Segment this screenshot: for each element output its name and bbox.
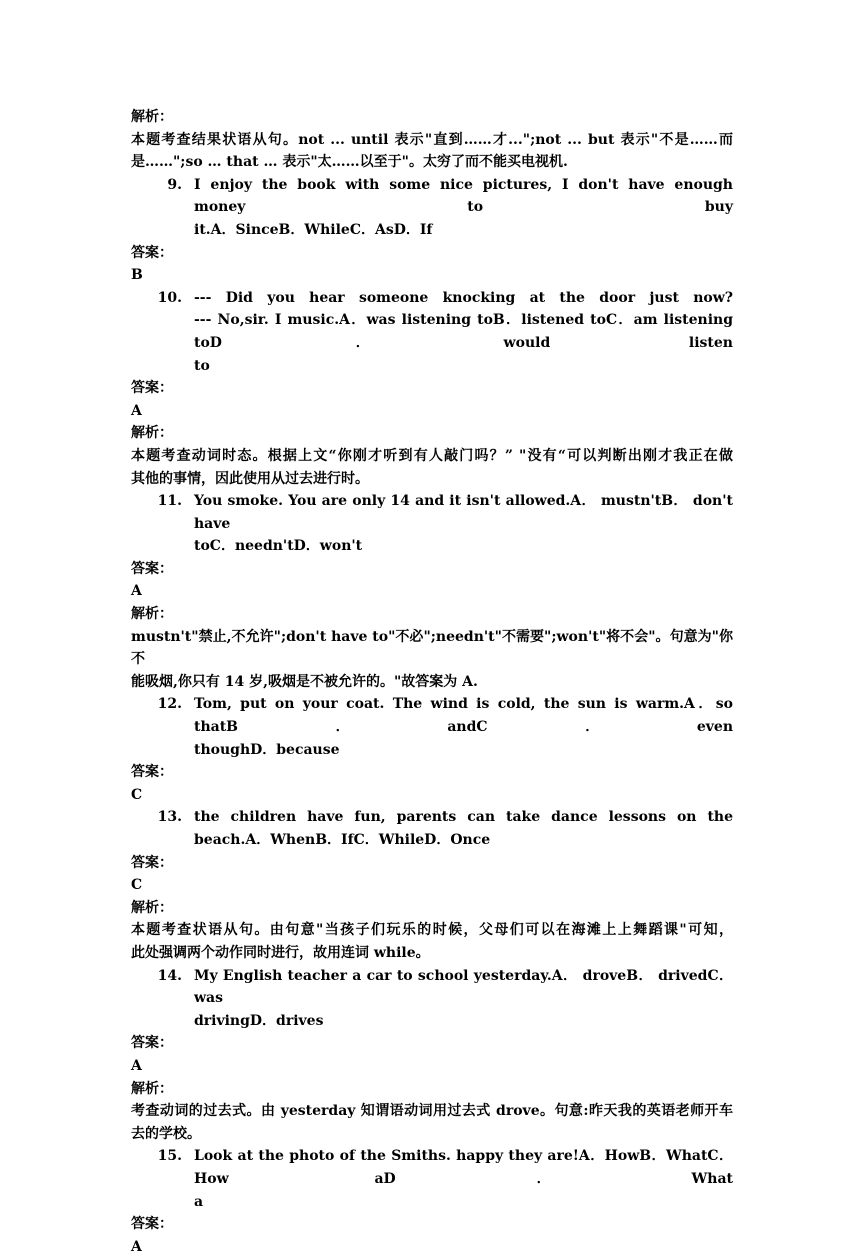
paragraph-line: 本题考查动词时态。根据上文“你刚才听到有人敲门吗？” "没有“可以判断出刚才我正在做 — [131, 447, 733, 464]
question-line: --- Did you hear someone knocking at the door just now? — [194, 289, 733, 306]
paragraph-line: 是……";so … that … 表示"太……以至于"。太穷了而不能买电视机. — [131, 154, 568, 171]
question-line: the children have fun, parents can take dance lessons on the — [194, 809, 733, 826]
question-number-text: 15. — [157, 1148, 182, 1165]
section-label: 解析： — [131, 425, 173, 442]
question-number-text: 11. — [157, 493, 182, 510]
section-label: A — [131, 1238, 142, 1255]
question-number-text: 12. — [157, 696, 182, 713]
section-label: 答案： — [131, 380, 173, 397]
section-label: 解析： — [131, 899, 173, 916]
question-text — [182, 693, 733, 761]
analysis-paragraph — [131, 919, 733, 964]
question-line: a — [194, 1193, 204, 1210]
question-line: I enjoy the book with some nice pictures, I don't have enough money to buy — [194, 176, 733, 216]
question-text — [182, 174, 733, 242]
analysis-paragraph — [131, 129, 733, 174]
question-item — [131, 806, 733, 851]
section-label: A — [131, 402, 142, 419]
question-number — [131, 806, 182, 851]
question-number — [131, 693, 182, 761]
question-line: My English teacher a car to school yesterday.A． droveB． drivedC． was — [194, 967, 733, 1007]
section-label: 答案： — [131, 560, 173, 577]
section-label: 答案： — [131, 1216, 173, 1233]
question-line: it.A．SinceB．WhileC．AsD．If — [194, 221, 433, 238]
question-text — [182, 806, 733, 851]
question-number-text: 14. — [157, 967, 182, 984]
question-number-text: 10. — [157, 289, 182, 306]
section-label: 答案： — [131, 764, 173, 781]
question-item — [131, 965, 733, 1033]
question-line: beach.A．WhenB．IfC．WhileD．Once — [194, 832, 491, 848]
question-number — [131, 174, 182, 242]
paragraph-line: 本题考查结果状语从句。not ... until 表示"直到……才...";not ... but 表示"不是……而 — [131, 131, 733, 148]
paragraph-line: 此处强调两个动作同时进行，故用连词 while。 — [131, 944, 430, 961]
question-text — [182, 965, 733, 1033]
paragraph-line: 能吸烟,你只有 14 岁,吸烟是不被允许的。"故答案为 A. — [131, 673, 478, 690]
analysis-paragraph — [131, 1100, 733, 1145]
question-item — [131, 1145, 733, 1213]
paragraph-line: 本题考查状语从句。由句意"当孩子们玩乐的时候，父母们可以在海滩上上舞蹈课"可知， — [131, 922, 733, 939]
paragraph-line: 其他的事情，因此使用从过去进行时。 — [131, 470, 369, 487]
section-label: C — [131, 786, 143, 803]
question-line: to — [194, 357, 210, 374]
paragraph-line: 考查动词的过去式。由 yesterday 知谓语动词用过去式 drove。句意:昨天我的英语老师开车 — [131, 1103, 733, 1120]
analysis-paragraph — [131, 626, 733, 694]
section-label: 解析： — [131, 606, 173, 623]
question-text — [182, 1145, 733, 1213]
question-number — [131, 965, 182, 1033]
document-page — [131, 106, 733, 1258]
question-item — [131, 287, 733, 377]
section-label: B — [131, 267, 143, 284]
question-item — [131, 490, 733, 558]
question-number-text: 9. — [167, 176, 182, 193]
section-label: 答案： — [131, 244, 173, 261]
section-label: 解析： — [131, 1080, 173, 1097]
question-line: toC．needn'tD．won't — [194, 538, 363, 555]
section-label: 答案： — [131, 854, 173, 871]
question-item — [131, 693, 733, 761]
section-label: 答案： — [131, 1035, 173, 1052]
section-label: A — [131, 583, 142, 600]
question-number — [131, 490, 182, 558]
question-number — [131, 1145, 182, 1213]
question-line: --- No,sir. I music.A．was listening toB．listened toC．am listening toD．would listen — [194, 312, 733, 351]
section-label: A — [131, 1057, 142, 1074]
paragraph-line: mustn't"禁止,不允许";don't have to"不必";needn't"不需要";won't"将不会"。句意为"你不 — [131, 628, 733, 668]
section-label: C — [131, 877, 143, 894]
section-label: 解析： — [131, 109, 173, 125]
analysis-paragraph — [131, 445, 733, 490]
question-item — [131, 174, 733, 242]
question-line: thoughD．because — [194, 741, 340, 758]
question-line: drivingD．drives — [194, 1012, 324, 1029]
question-line: You smoke. You are only 14 and it isn't allowed.A． mustn'tB． don't have — [194, 493, 733, 532]
paragraph-line: 去的学校。 — [131, 1125, 201, 1142]
question-line: Look at the photo of the Smiths. happy they are!A．HowB．WhatC．How aD．What — [194, 1148, 733, 1187]
question-number-text: 13. — [157, 809, 182, 826]
question-text — [182, 287, 733, 377]
question-line: Tom, put on your coat. The wind is cold, the sun is warm.A．so thatB．andC．even — [194, 696, 733, 736]
question-text — [182, 490, 733, 558]
question-number — [131, 287, 182, 377]
